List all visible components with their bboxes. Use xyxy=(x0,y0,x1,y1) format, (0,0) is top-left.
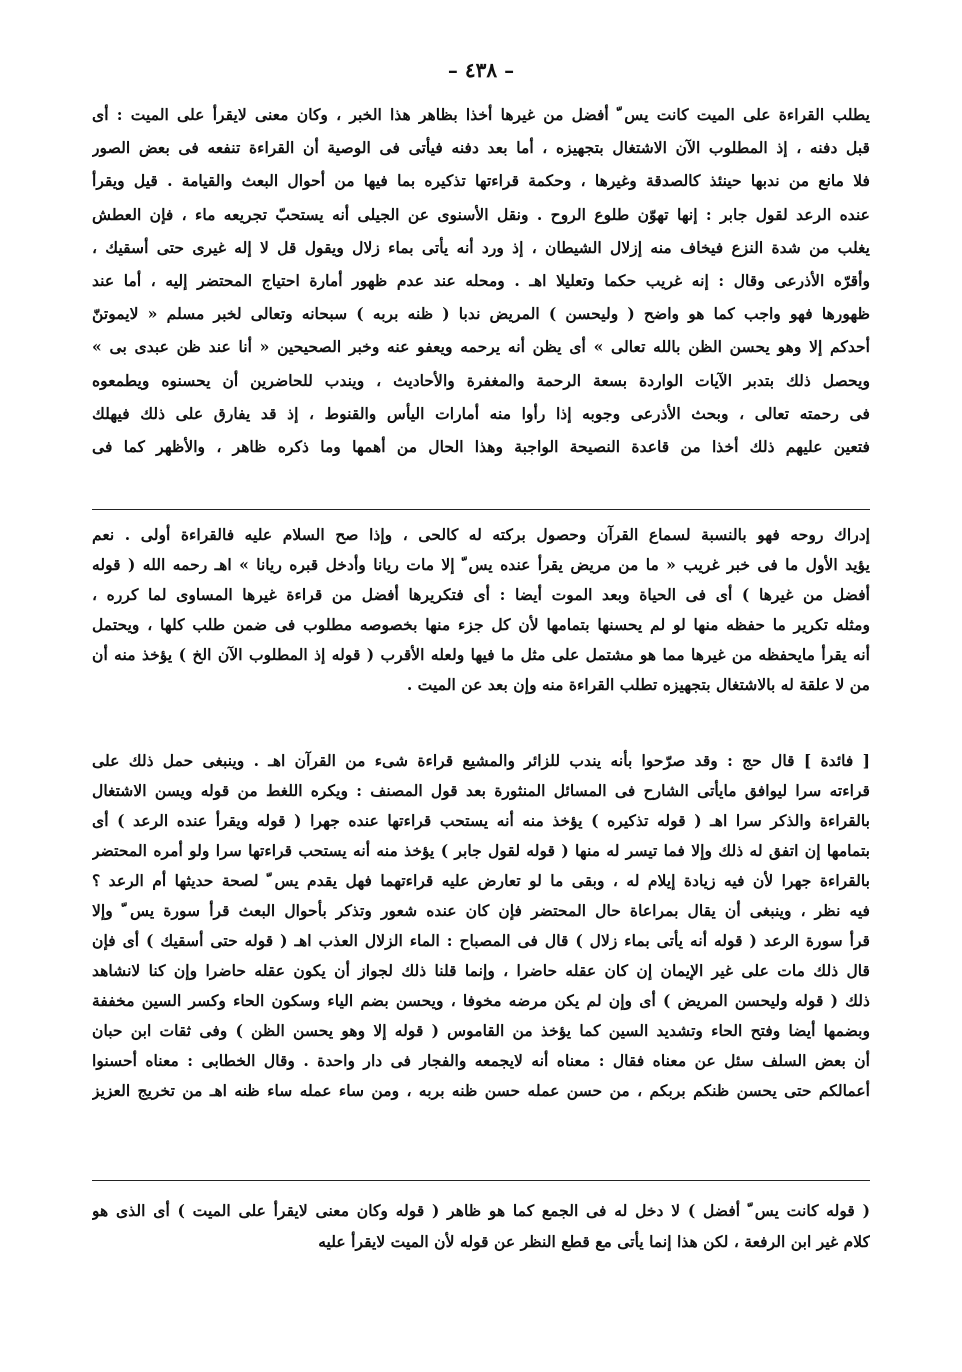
commentary-line: قال ذلك مات على غير الإيمان إن كان عقله حاضرا ، وإنما قلنا ذلك لجواز أن يكون عقله حاضرا وإن كنا لانشاهد xyxy=(92,961,870,980)
commentary-line: قراءته سرا ليوافق مايأتى الشارح فى المسائل المنثورة بعد قول المصنف : ويكره اللغط من قوله ويسن الاشتغال xyxy=(92,781,870,800)
main-text-line: فى رحمته تعالى ، وبحث الأذرعى وجوبه إذا رأوا منه أمارات اليأس والقنوط ، إذ قد يفارق على ذلك فيهلك xyxy=(92,403,870,423)
main-text-line: قبل دفنه ، إذ المطلوب الآن الاشتغال بتجهيزه ، أما بعد دفنه فيأتى فى الوصية أن القراءة تنفعه فى بعض الصور xyxy=(92,138,870,158)
commentary-line: أعمالكم حتى يحسن ظنكم بربكم ، من حسن عمله حسن ظنه بربه ، ومن ساء عمله ساء ظنه اهـ من تخريج العزيز xyxy=(92,1081,870,1100)
commentary-line: أنه يقرأ مايحفظه من غيرها مما هو مشتمل على مثل ما فيها ولعله الأقرب ( قوله إذ المطلوب الآن الخ ) يؤخذ منه أن xyxy=(92,645,870,664)
commentary-line: ذلك ( قوله وليحسن المريض ) أى وإن لم يكن مرضه مخوفا ، ويحسن بضم الياء وسكون الحاء وكسر السين مخففة xyxy=(92,991,870,1010)
commentary-line: إدراك روحه فهو بالنسبة لسماع القرآن وحصول بركته له كالحى ، وإذا صح السلام عليه فالقراءة أولى . نعم xyxy=(92,525,870,544)
commentary-line: من لا علقة له بالاشتغال بتجهيزه تطلب القراءة منه وإن بعد عن الميت . xyxy=(406,675,870,694)
main-text-line: ويحصل ذلك بتدبر الآيات الواردة بسعة الرحمة والمغفرة والأحاديث ، ويندب للحاضرين أن يحسنوه ويطمعوه xyxy=(92,370,870,390)
commentary-line: أفضل من غيرها ) أى فى الحياة وبعد الموت أيضا : أى فتكريرها أفضل من قراءة غيرها المساوى لما كرره ، xyxy=(92,585,870,604)
commentary-line: بالقراءة جهرا لأن فيه زيادة إيلام له ، وبقى ما لو تعارض عليه قراءتهما فهل يقدم يس ّ لصحة حديثها أم الرعد ؟ xyxy=(92,871,870,890)
commentary-line: فيه نظر ، وينبغى أن يقال بمراعاة حال المحتضر فإن كان عنده شعور وتذكر بأحوال البعث قرأ سورة يس ّ وإلا xyxy=(92,901,870,920)
commentary-line: أن بعض السلف سئل عن معناه فقال : معناه أنه لايجمعه والفجار فى دار واحدة . وقال الخطابى : معناه أحسنوا xyxy=(92,1051,870,1070)
commentary-line: بتمامها إن اتفق له ذلك وإلا فما تيسر له منها ( قوله لقول جابر ) يؤخذ منه أنه يستحب قراءتها سرا ولو أمره المحتضر xyxy=(92,841,870,860)
commentary-line: [ فائدة ] قال حج : وقد صرّحوا بأنه يندب للزائر والمشيع قراءة شىء من القرآن اهـ . وينبغى حمل ذلك على xyxy=(92,751,870,770)
commentary-line: وبضمها أيضا وفتح الحاء وتشديد السين كما يؤخذ من القاموس ( قوله إلا وهو يحسن الظن ) وفى ثقات ابن حبان xyxy=(92,1021,870,1040)
commentary-line: يؤيد الأول ما فى خبر غريب « ما من مريض يقرأ عنده يس ّ إلا مات ريانا وأدخل قبره ريانا » اهـ رحمه الله ( قوله xyxy=(92,555,870,574)
section-divider xyxy=(92,1180,870,1181)
section-divider xyxy=(92,509,870,510)
commentary-line: بالقراءة والذكر سرا اهـ ( قوله تذكيره ) يؤخذ منه أنه يستحب قراءتها عنده جهرا ( قوله ويقرأ عنده الرعد ) أى xyxy=(92,811,870,830)
main-text-line: يطلب القراءة على الميت كانت يس ّ أفضل من غيرها أخذا بظاهر هذا الخبر ، وكان معنى لايقرأ على الميت : أى xyxy=(92,105,870,124)
commentary-block-2 xyxy=(92,746,870,1106)
commentary-line: قرأ سورة الرعد ( قوله أنه يأتى بماء زلال ) قال فى المصباح : الماء الزلال العذب اهـ ( قوله حتى أسقيك ) أى فإن xyxy=(92,931,870,950)
main-text-line: يغلب من شدة النزع فيخاف منه إزلال الشيطان ، إذ ورد أنه يأتى بماء زلال ويقول قل لا إله غيرى حتى أسقيك ، xyxy=(92,237,870,257)
main-text-line: عنده الرعد لقول جابر : إنها تهوّن طلوع الروح . ونقل الأسنوى عن الجيلى أنه يستحبّ تجريعه ماء ، فإن العطش xyxy=(92,204,870,224)
main-text-line: ظهورها فهو واجب كما هو واضح ( وليحسن ) المريض ندبا ( ظنه بربه ) سبحانه وتعالى لخبر مسلم « لايموتنّ xyxy=(92,304,870,324)
main-text-line: فتعين عليهم ذلك أخذا من قاعدة النصيحة الواجبة وهذا الحال من أهمها وما ذكره ظاهر ، والأظهر كما فى xyxy=(92,437,870,457)
bottom-note-block xyxy=(92,1195,870,1257)
bottom-note-line: ( قوله كانت يس ّ أفضل ) لا دخل له فى الجمع كما هو ظاهر ( قوله وكان معنى لايقرأ على الميت ) أى الذى هو xyxy=(92,1201,870,1220)
main-text-line: فلا مانع من ندبها حينئذ كالصدقة وغيرها ، وحكمة قراءتها تذكيره بما فيها من أحوال البعث والقيامة . قيل ويقرأ xyxy=(92,171,870,191)
commentary-block xyxy=(92,520,870,700)
bottom-note-line: كلام غير ابن الرفعة ، لكن هذا إنما يأتى مع قطع النظر عن قوله لأن الميت لايقرأ عليه xyxy=(318,1232,870,1251)
commentary-line: ومثله تكرير ما حفظه منها لو لم يحسنها بتمامها لأن كل جزء منها بخصوصه مطلوب فى ضمن طلب كلها ، ويحتمل xyxy=(92,615,870,634)
main-text-block xyxy=(92,98,870,463)
page-number: – ٤٣٨ – xyxy=(447,58,515,82)
main-text-line: أحدكم إلا وهو يحسن الظن بالله تعالى » أى يظن أنه يرحمه ويعفو عنه وخبر الصحيحين « أنا عند ظن عبدى بى » xyxy=(92,337,870,357)
main-text-line: وأقرّه الأذرعى وقال : إنه غريب حكما وتعليلا اهـ . ومحله عند عدم ظهور أمارة احتياج المحتضر إليه ، أما عند xyxy=(92,271,870,291)
